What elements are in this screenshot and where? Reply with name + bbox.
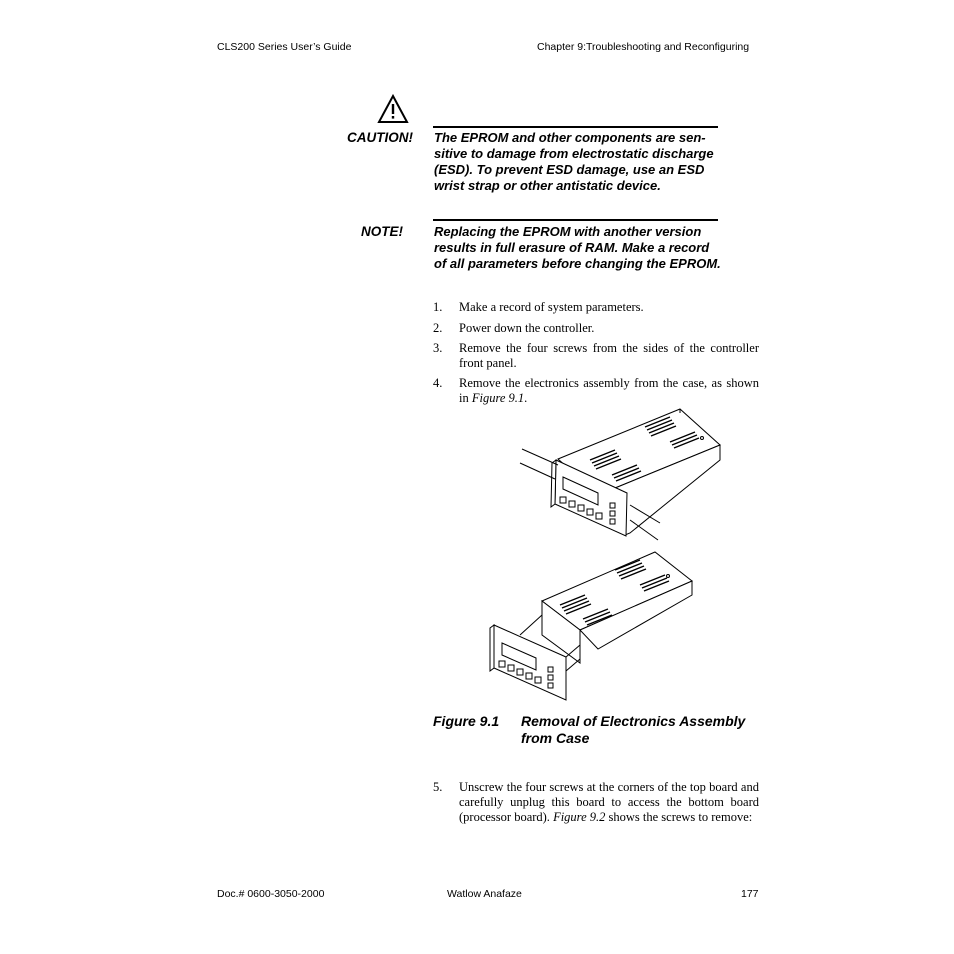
figure-title: Removal of Electronics Assembly from Case xyxy=(521,713,746,746)
step-number: 2. xyxy=(433,321,443,335)
header-doc-title: CLS200 Series User’s Guide xyxy=(217,41,352,53)
header-chapter: Chapter 9:Troubleshooting and Reconfiguring xyxy=(537,41,750,53)
caution-label: CAUTION! xyxy=(347,130,413,145)
step-text: Make a record of system parameters. xyxy=(459,300,644,314)
footer-company: Watlow Anafaze xyxy=(447,888,522,900)
step-text xyxy=(459,376,759,406)
page-number: 177 xyxy=(741,888,759,900)
footer-doc-number: Doc.# 0600-3050-2000 xyxy=(217,888,325,900)
step-number: 3. xyxy=(433,341,443,355)
step-text-part: Remove the electronics assembly from the case, as shown in xyxy=(459,376,759,405)
list-item xyxy=(433,300,759,315)
note-label: NOTE! xyxy=(361,224,403,239)
list-item xyxy=(433,341,759,371)
caution-rule xyxy=(433,126,718,128)
figure-reference-link: Figure 9.1 xyxy=(471,391,525,405)
step-text: Power down the controller. xyxy=(459,321,595,335)
list-item xyxy=(433,376,759,406)
step-number: 1. xyxy=(433,300,443,314)
electronics-assembly-illustration xyxy=(480,405,740,705)
figure-reference-link: Figure 9.2 xyxy=(553,810,606,824)
step-text: Remove the four screws from the sides of the controller front panel. xyxy=(459,341,759,370)
step-number: 5. xyxy=(433,780,443,794)
step-text xyxy=(459,780,759,825)
note-rule xyxy=(433,219,718,221)
warning-triangle-icon xyxy=(377,94,409,124)
caution-text: The EPROM and other components are sen-sitive to damage from electrostatic discharge (ESD). To prevent ESD damage, use an ESD wrist strap or other antistatic device. xyxy=(434,130,714,193)
list-item xyxy=(433,321,759,336)
list-item xyxy=(433,780,759,840)
figure-number: Figure 9.1 xyxy=(433,713,500,729)
step-number: 4. xyxy=(433,376,443,390)
step-text-part: shows the screws to remove: xyxy=(605,810,753,824)
note-text: Replacing the EPROM with another version results in full erasure of RAM. Make a record of all parameters before changing the EPROM. xyxy=(434,224,721,271)
step-text-part: . xyxy=(524,391,528,405)
step-text-part: Unscrew the four screws at the corners of the top board and carefully unplug this board to access the bottom board (processor board). xyxy=(459,780,759,824)
